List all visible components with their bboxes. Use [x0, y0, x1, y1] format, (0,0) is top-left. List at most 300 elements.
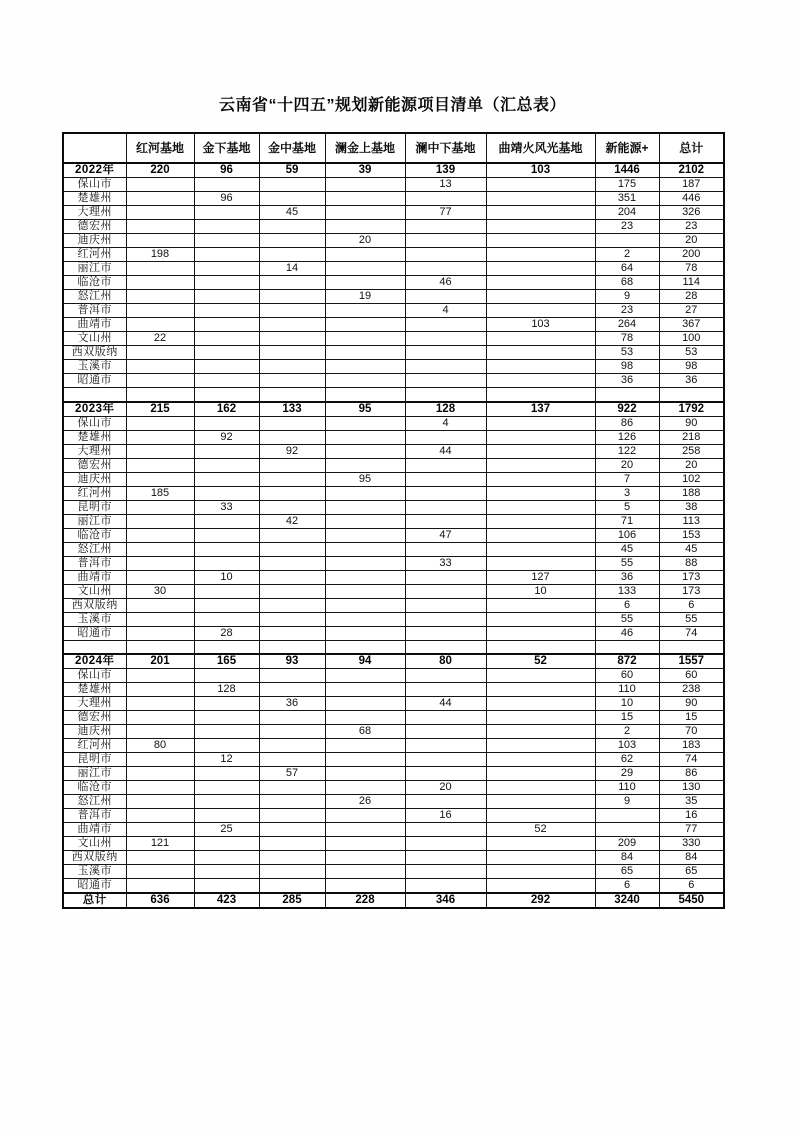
value-cell: 84: [659, 851, 724, 865]
value-cell: 351: [595, 192, 659, 206]
empty-cell: [126, 626, 194, 640]
empty-cell: [194, 669, 259, 683]
empty-cell: [486, 865, 595, 879]
empty-cell: [194, 248, 259, 262]
region-label-cell: 德宏州: [63, 711, 126, 725]
empty-cell: [405, 388, 486, 402]
value-cell: 1557: [659, 654, 724, 669]
empty-cell: [259, 318, 325, 332]
table-row-region: [63, 234, 724, 248]
region-label-cell: 丽江市: [63, 767, 126, 781]
value-cell: 122: [595, 444, 659, 458]
empty-cell: [194, 865, 259, 879]
value-cell: 215: [126, 402, 194, 417]
year-label-cell: 2023年: [63, 402, 126, 417]
empty-cell: [126, 823, 194, 837]
empty-cell: [325, 276, 405, 290]
region-label-cell: 保山市: [63, 178, 126, 192]
empty-cell: [259, 753, 325, 767]
value-cell: 36: [595, 570, 659, 584]
value-cell: 292: [486, 893, 595, 908]
table-header-row: [63, 133, 724, 163]
empty-cell: [259, 711, 325, 725]
value-cell: 6: [659, 879, 724, 894]
empty-cell: [405, 823, 486, 837]
value-cell: 15: [595, 711, 659, 725]
value-cell: 68: [595, 276, 659, 290]
table-row-region: [63, 528, 724, 542]
empty-cell: [126, 500, 194, 514]
value-cell: 2: [595, 725, 659, 739]
empty-cell: [486, 556, 595, 570]
empty-cell: [595, 640, 659, 654]
table-row-region: [63, 753, 724, 767]
empty-cell: [595, 809, 659, 823]
region-label-cell: 昆明市: [63, 500, 126, 514]
value-cell: 103: [486, 318, 595, 332]
region-label-cell: 西双版纳: [63, 851, 126, 865]
empty-cell: [486, 500, 595, 514]
value-cell: 90: [659, 697, 724, 711]
empty-cell: [595, 388, 659, 402]
table-row-region: [63, 514, 724, 528]
region-label-cell: 迪庆州: [63, 234, 126, 248]
region-label-cell: 红河州: [63, 486, 126, 500]
empty-cell: [194, 374, 259, 388]
empty-cell: [126, 542, 194, 556]
empty-cell: [405, 360, 486, 374]
empty-cell: [259, 346, 325, 360]
empty-cell: [325, 500, 405, 514]
empty-cell: [325, 262, 405, 276]
value-cell: 133: [595, 584, 659, 598]
value-cell: 238: [659, 683, 724, 697]
empty-cell: [126, 360, 194, 374]
empty-cell: [259, 879, 325, 894]
empty-cell: [126, 514, 194, 528]
region-label-cell: 保山市: [63, 669, 126, 683]
empty-cell: [486, 192, 595, 206]
empty-cell: [194, 795, 259, 809]
region-label-cell: 昆明市: [63, 753, 126, 767]
value-cell: 36: [259, 697, 325, 711]
empty-cell: [259, 809, 325, 823]
region-label-cell: 楚雄州: [63, 683, 126, 697]
empty-cell: [126, 430, 194, 444]
empty-cell: [259, 739, 325, 753]
value-cell: 80: [126, 739, 194, 753]
region-label-cell: 曲靖市: [63, 570, 126, 584]
empty-cell: [325, 669, 405, 683]
value-cell: 92: [194, 430, 259, 444]
table-row-region: [63, 711, 724, 725]
value-cell: 52: [486, 823, 595, 837]
value-cell: 183: [659, 739, 724, 753]
empty-cell: [405, 430, 486, 444]
table-row-region: [63, 248, 724, 262]
empty-cell: [325, 192, 405, 206]
empty-cell: [486, 234, 595, 248]
empty-cell: [486, 472, 595, 486]
value-cell: 86: [659, 767, 724, 781]
empty-cell: [405, 514, 486, 528]
empty-cell: [259, 781, 325, 795]
empty-cell: [126, 220, 194, 234]
empty-cell: [405, 626, 486, 640]
value-cell: 20: [325, 234, 405, 248]
region-label-cell: 西双版纳: [63, 598, 126, 612]
empty-cell: [194, 809, 259, 823]
empty-cell: [63, 388, 126, 402]
region-label-cell: 普洱市: [63, 556, 126, 570]
empty-cell: [126, 683, 194, 697]
region-label-cell: 德宏州: [63, 458, 126, 472]
empty-cell: [486, 697, 595, 711]
empty-cell: [259, 276, 325, 290]
table-row-region: [63, 669, 724, 683]
empty-cell: [325, 837, 405, 851]
empty-cell: [486, 332, 595, 346]
empty-cell: [126, 444, 194, 458]
empty-cell: [126, 374, 194, 388]
empty-cell: [325, 346, 405, 360]
empty-cell: [194, 584, 259, 598]
value-cell: 198: [126, 248, 194, 262]
empty-cell: [259, 234, 325, 248]
year-label-cell: 2024年: [63, 654, 126, 669]
value-cell: 78: [659, 262, 724, 276]
value-cell: 52: [486, 654, 595, 669]
empty-cell: [405, 346, 486, 360]
empty-cell: [194, 458, 259, 472]
empty-cell: [405, 332, 486, 346]
table-row-region: [63, 500, 724, 514]
table-row-year: [63, 163, 724, 178]
region-label-cell: 昭通市: [63, 626, 126, 640]
table-row-region: [63, 416, 724, 430]
empty-cell: [126, 346, 194, 360]
region-label-cell: 文山州: [63, 837, 126, 851]
value-cell: 84: [595, 851, 659, 865]
empty-cell: [126, 192, 194, 206]
empty-cell: [126, 753, 194, 767]
value-cell: 188: [659, 486, 724, 500]
empty-cell: [126, 262, 194, 276]
column-header: 金中基地: [259, 133, 325, 163]
empty-cell: [126, 556, 194, 570]
empty-cell: [325, 626, 405, 640]
value-cell: 258: [659, 444, 724, 458]
empty-cell: [126, 865, 194, 879]
empty-cell: [194, 346, 259, 360]
value-cell: 55: [595, 556, 659, 570]
region-label-cell: 文山州: [63, 584, 126, 598]
empty-cell: [405, 542, 486, 556]
empty-cell: [486, 346, 595, 360]
empty-cell: [259, 388, 325, 402]
empty-cell: [325, 416, 405, 430]
empty-cell: [486, 767, 595, 781]
empty-cell: [126, 178, 194, 192]
empty-cell: [325, 809, 405, 823]
value-cell: 42: [259, 514, 325, 528]
empty-cell: [259, 178, 325, 192]
region-label-cell: 保山市: [63, 416, 126, 430]
empty-cell: [405, 640, 486, 654]
value-cell: 330: [659, 837, 724, 851]
table-row-region: [63, 346, 724, 360]
empty-cell: [486, 753, 595, 767]
empty-cell: [405, 584, 486, 598]
empty-cell: [405, 220, 486, 234]
value-cell: 74: [659, 753, 724, 767]
empty-cell: [325, 697, 405, 711]
region-label-cell: 临沧市: [63, 276, 126, 290]
value-cell: 14: [259, 262, 325, 276]
empty-cell: [325, 767, 405, 781]
value-cell: 44: [405, 697, 486, 711]
empty-cell: [325, 739, 405, 753]
value-cell: 209: [595, 837, 659, 851]
column-header: 澜金上基地: [325, 133, 405, 163]
value-cell: 264: [595, 318, 659, 332]
empty-cell: [486, 725, 595, 739]
empty-cell: [486, 416, 595, 430]
empty-cell: [126, 388, 194, 402]
empty-cell: [126, 598, 194, 612]
empty-cell: [486, 795, 595, 809]
table-row-year: [63, 402, 724, 417]
table-row-empty: [63, 640, 724, 654]
empty-cell: [259, 626, 325, 640]
value-cell: 44: [405, 444, 486, 458]
value-cell: 110: [595, 683, 659, 697]
table-row-region: [63, 276, 724, 290]
value-cell: 102: [659, 472, 724, 486]
table-row-region: [63, 584, 724, 598]
value-cell: 70: [659, 725, 724, 739]
value-cell: 60: [659, 669, 724, 683]
empty-cell: [259, 458, 325, 472]
empty-cell: [325, 178, 405, 192]
empty-cell: [194, 220, 259, 234]
value-cell: 95: [325, 472, 405, 486]
empty-cell: [194, 767, 259, 781]
table-row-region: [63, 739, 724, 753]
table-row-empty: [63, 388, 724, 402]
empty-cell: [486, 262, 595, 276]
empty-cell: [126, 767, 194, 781]
value-cell: 74: [659, 626, 724, 640]
empty-cell: [259, 220, 325, 234]
column-header: 曲靖火风光基地: [486, 133, 595, 163]
table-row-region: [63, 290, 724, 304]
empty-cell: [486, 360, 595, 374]
empty-cell: [325, 781, 405, 795]
empty-cell: [126, 725, 194, 739]
empty-cell: [194, 879, 259, 894]
value-cell: 46: [595, 626, 659, 640]
region-label-cell: 曲靖市: [63, 318, 126, 332]
value-cell: 36: [659, 374, 724, 388]
empty-cell: [325, 430, 405, 444]
value-cell: 53: [595, 346, 659, 360]
empty-cell: [259, 332, 325, 346]
empty-cell: [325, 220, 405, 234]
empty-cell: [405, 248, 486, 262]
value-cell: 127: [486, 570, 595, 584]
empty-cell: [259, 837, 325, 851]
empty-cell: [259, 640, 325, 654]
value-cell: 59: [259, 163, 325, 178]
value-cell: 55: [595, 612, 659, 626]
empty-cell: [259, 486, 325, 500]
empty-cell: [486, 458, 595, 472]
empty-cell: [486, 178, 595, 192]
table-row-region: [63, 570, 724, 584]
value-cell: 96: [194, 192, 259, 206]
column-header: 金下基地: [194, 133, 259, 163]
table-row-region: [63, 556, 724, 570]
value-cell: 80: [405, 654, 486, 669]
column-header: 澜中下基地: [405, 133, 486, 163]
empty-cell: [194, 837, 259, 851]
empty-cell: [126, 416, 194, 430]
empty-cell: [486, 683, 595, 697]
empty-cell: [325, 318, 405, 332]
empty-cell: [325, 879, 405, 894]
empty-cell: [405, 192, 486, 206]
value-cell: 45: [259, 206, 325, 220]
value-cell: 3: [595, 486, 659, 500]
empty-cell: [486, 640, 595, 654]
empty-cell: [405, 683, 486, 697]
value-cell: 78: [595, 332, 659, 346]
table-row-region: [63, 472, 724, 486]
empty-cell: [194, 514, 259, 528]
value-cell: 10: [194, 570, 259, 584]
region-label-cell: 红河州: [63, 739, 126, 753]
table-row-region: [63, 318, 724, 332]
table-row-region: [63, 262, 724, 276]
empty-cell: [126, 206, 194, 220]
empty-cell: [405, 500, 486, 514]
value-cell: 121: [126, 837, 194, 851]
value-cell: 130: [659, 781, 724, 795]
empty-cell: [659, 640, 724, 654]
value-cell: 46: [405, 276, 486, 290]
region-label-cell: 普洱市: [63, 809, 126, 823]
value-cell: 45: [659, 542, 724, 556]
empty-cell: [126, 711, 194, 725]
region-label-cell: 楚雄州: [63, 430, 126, 444]
empty-cell: [126, 290, 194, 304]
value-cell: 326: [659, 206, 724, 220]
value-cell: 872: [595, 654, 659, 669]
empty-cell: [486, 220, 595, 234]
value-cell: 2: [595, 248, 659, 262]
value-cell: 106: [595, 528, 659, 542]
empty-cell: [194, 388, 259, 402]
value-cell: 20: [659, 458, 724, 472]
empty-cell: [325, 711, 405, 725]
empty-cell: [405, 669, 486, 683]
empty-cell: [405, 598, 486, 612]
value-cell: 98: [659, 360, 724, 374]
value-cell: 10: [486, 584, 595, 598]
value-cell: 636: [126, 893, 194, 908]
empty-cell: [194, 528, 259, 542]
empty-cell: [486, 809, 595, 823]
table-row-region: [63, 444, 724, 458]
region-label-cell: 玉溪市: [63, 612, 126, 626]
empty-cell: [405, 458, 486, 472]
value-cell: 28: [194, 626, 259, 640]
empty-cell: [486, 486, 595, 500]
empty-cell: [486, 388, 595, 402]
region-label-cell: 西双版纳: [63, 346, 126, 360]
value-cell: 93: [259, 654, 325, 669]
empty-cell: [194, 739, 259, 753]
year-label-cell: 2022年: [63, 163, 126, 178]
value-cell: 220: [126, 163, 194, 178]
empty-cell: [486, 542, 595, 556]
value-cell: 100: [659, 332, 724, 346]
empty-cell: [325, 823, 405, 837]
value-cell: 5450: [659, 893, 724, 908]
value-cell: 39: [325, 163, 405, 178]
value-cell: 27: [659, 304, 724, 318]
empty-cell: [325, 206, 405, 220]
value-cell: 45: [595, 542, 659, 556]
value-cell: 4: [405, 304, 486, 318]
empty-cell: [194, 486, 259, 500]
empty-cell: [486, 444, 595, 458]
region-label-cell: 怒江州: [63, 290, 126, 304]
value-cell: 55: [659, 612, 724, 626]
region-label-cell: 怒江州: [63, 542, 126, 556]
column-header: 新能源+: [595, 133, 659, 163]
empty-cell: [405, 865, 486, 879]
empty-cell: [325, 570, 405, 584]
empty-cell: [595, 823, 659, 837]
value-cell: 15: [659, 711, 724, 725]
table-row-region: [63, 626, 724, 640]
empty-cell: [126, 318, 194, 332]
value-cell: 20: [405, 781, 486, 795]
region-label-cell: 大理州: [63, 206, 126, 220]
table-row-region: [63, 809, 724, 823]
empty-cell: [194, 206, 259, 220]
value-cell: 96: [194, 163, 259, 178]
table-row-region: [63, 837, 724, 851]
empty-cell: [325, 612, 405, 626]
empty-cell: [325, 332, 405, 346]
value-cell: 3240: [595, 893, 659, 908]
empty-cell: [405, 374, 486, 388]
value-cell: 6: [595, 879, 659, 894]
empty-cell: [126, 472, 194, 486]
region-label-cell: 普洱市: [63, 304, 126, 318]
empty-cell: [405, 739, 486, 753]
table-row-region: [63, 823, 724, 837]
value-cell: 1446: [595, 163, 659, 178]
value-cell: 57: [259, 767, 325, 781]
value-cell: 22: [126, 332, 194, 346]
empty-cell: [259, 360, 325, 374]
region-label-cell: 红河州: [63, 248, 126, 262]
column-header-region: [63, 133, 126, 163]
